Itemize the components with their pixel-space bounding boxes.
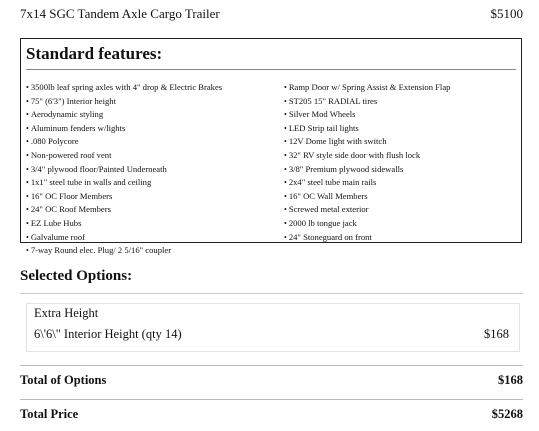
feature-item: • 2x4" steel tube main rails <box>284 176 518 190</box>
feature-item: • Galvalume roof <box>26 231 276 245</box>
feature-item: • EZ Lube Hubs <box>26 217 276 231</box>
item-header <box>20 5 523 23</box>
divider <box>20 293 523 294</box>
option-line-item <box>34 327 509 342</box>
features-list-left <box>26 81 276 258</box>
feature-item: • Ramp Door w/ Spring Assist & Extension Flap <box>284 81 518 95</box>
total-price-label: Total Price <box>20 407 79 421</box>
standard-features-box <box>20 38 522 256</box>
feature-item: • 2000 lb tongue jack <box>284 217 518 231</box>
feature-item: • Aerodynamic styling <box>26 108 276 122</box>
feature-item: • LED Strip tail lights <box>284 122 518 136</box>
divider <box>20 399 523 400</box>
total-price-row <box>20 407 523 422</box>
feature-item: • 3/4" plywood floor/Painted Underneath <box>26 163 276 177</box>
feature-item: • 16" OC Wall Members <box>284 190 518 204</box>
feature-item: • .080 Polycore <box>26 135 276 149</box>
total-options-row <box>20 373 523 388</box>
feature-item: • 1x1" steel tube in walls and ceiling <box>26 176 276 190</box>
total-price-value: $5268 <box>491 407 523 421</box>
feature-item: • 7-way Round elec. Plug/ 2 5/16" coupler <box>26 244 276 258</box>
option-item-price: $168 <box>484 327 509 341</box>
total-options-label: Total of Options <box>20 373 107 387</box>
features-list-right <box>284 81 518 244</box>
feature-item: • 16" OC Floor Members <box>26 190 276 204</box>
standard-features-title: Standard features: <box>26 44 163 63</box>
feature-item: • ST205 15" RADIAL tires <box>284 95 518 109</box>
feature-item: • 24" Stoneguard on front <box>284 231 518 245</box>
total-options-value: $168 <box>498 373 523 387</box>
feature-item: • Screwed metal exterior <box>284 203 518 217</box>
feature-item: • 3500lb leaf spring axles with 4" drop & Electric Brakes <box>26 81 276 95</box>
feature-item: • 24" OC Roof Members <box>26 203 276 217</box>
option-item-label: 6\'6\" Interior Height (qty 14) <box>34 327 182 341</box>
item-title: 7x14 SGC Tandem Axle Cargo Trailer <box>20 6 220 21</box>
feature-item: • Aluminum fenders w/lights <box>26 122 276 136</box>
feature-item: • 32" RV style side door with flush lock <box>284 149 518 163</box>
feature-item: • 3/8" Premium plywood sidewalls <box>284 163 518 177</box>
selected-options-title: Selected Options: <box>20 268 133 284</box>
divider <box>20 365 523 366</box>
divider <box>26 69 516 70</box>
feature-item: • Non-powered roof vent <box>26 149 276 163</box>
feature-item: • 12V Dome light with switch <box>284 135 518 149</box>
option-group-label: Extra Height <box>34 306 99 320</box>
feature-item: • 75" (6'3") Interior height <box>26 95 276 109</box>
option-group-extra-height <box>26 303 520 352</box>
item-price: $5100 <box>490 6 523 21</box>
feature-item: • Silver Mod Wheels <box>284 108 518 122</box>
